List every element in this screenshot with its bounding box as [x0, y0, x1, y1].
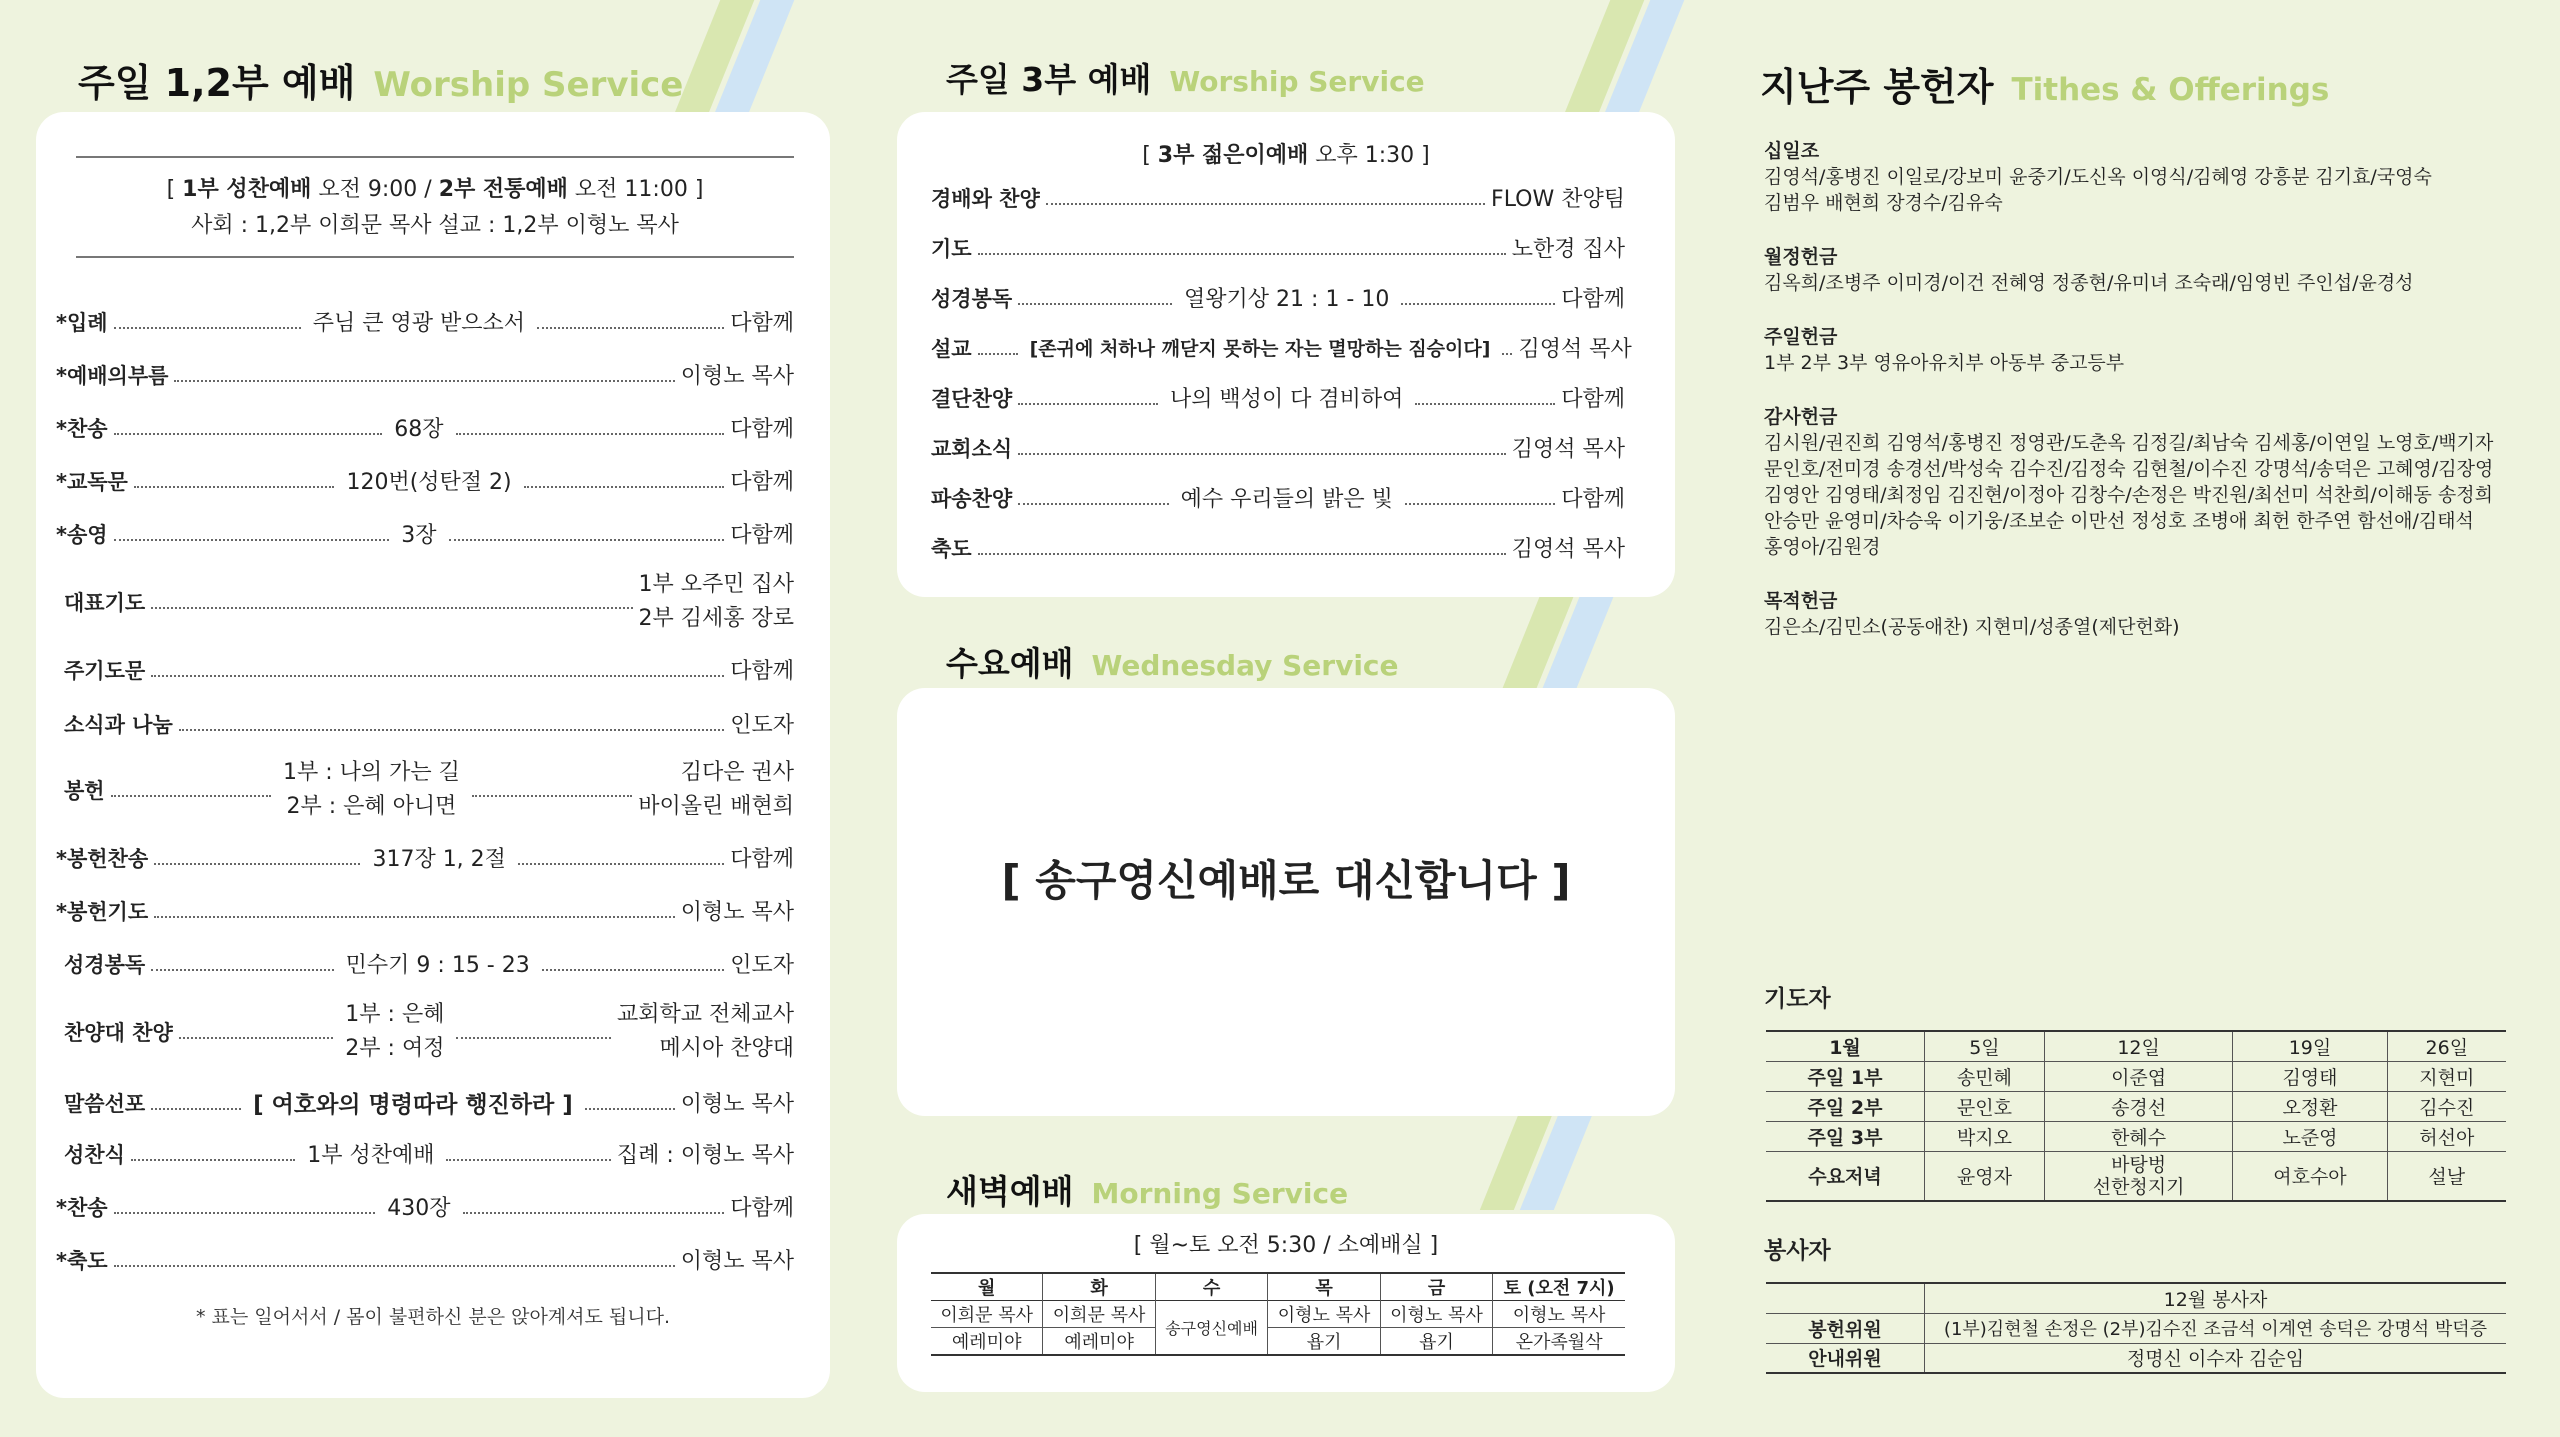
order-row: [56, 306, 794, 337]
offering-label: 월정헌금: [1764, 246, 1838, 268]
leader-2: 바이올린 배현희: [638, 794, 794, 819]
row-label: *봉헌기도: [56, 899, 149, 924]
service2-name: 2부 전통예배: [438, 177, 568, 202]
volunteers-header-row: [1766, 1283, 2506, 1313]
section-title-ko: 새벽예배: [946, 1172, 1074, 1211]
row-label: 설교: [931, 336, 972, 361]
volunteers-table: [1766, 1282, 2506, 1374]
sermon-title: [ 여호와의 명령따라 행진하라 ]: [253, 1092, 573, 1118]
volunteers-title: 봉사자: [1764, 1238, 1831, 1264]
row-leader: 다함께: [730, 311, 795, 336]
day-cell: 수: [1155, 1273, 1268, 1301]
dawn-days-row: [931, 1273, 1625, 1301]
row-leader: 이형노 목사: [680, 1249, 794, 1274]
row-label: 경배와 찬양: [931, 186, 1040, 211]
offering-names: 1부 2부 3부 영유아유치부 아동부 중고등부: [1764, 352, 2125, 374]
order-row: [56, 568, 794, 636]
offering-group: [1764, 324, 2524, 376]
order-row: [931, 332, 1632, 363]
row-label: *축도: [56, 1248, 108, 1273]
section-title-ko: 주일 1,2부 예배: [78, 61, 356, 105]
service-times: [76, 172, 794, 208]
sermon-title: [존귀에 처하나 깨닫지 못하는 자는 멸망하는 짐승이다]: [1029, 338, 1491, 360]
order-row: [56, 1244, 794, 1275]
content-2: 2부 : 여정: [345, 1036, 445, 1061]
section-title-ko: 주일 3부 예배: [946, 60, 1152, 99]
wednesday-title: [946, 638, 1399, 685]
row-leader: 노한경 집사: [1511, 237, 1625, 262]
row-leader: 다함께: [730, 523, 795, 548]
leader-cell: 이형노 목사: [1512, 1305, 1606, 1326]
prayer-cell: 허선아: [2419, 1126, 2475, 1149]
prayer-cell: 여호수아: [2233, 1151, 2387, 1201]
leader-cell: 이형노 목사: [1380, 1301, 1492, 1328]
leader-cell: 이형노 목사: [1268, 1301, 1380, 1328]
prayer-cell: 송민혜: [1925, 1061, 2045, 1091]
prayer-cell: 설날: [2428, 1166, 2466, 1189]
row-leader: 김영석 목사: [1511, 437, 1625, 462]
book-cell: 욥기: [1380, 1328, 1492, 1356]
row-label: 축도: [931, 536, 972, 561]
sunday-3-title: [946, 54, 1425, 101]
volunteer-role: 봉헌위원: [1766, 1313, 1925, 1343]
prayer-title: 기도자: [1764, 986, 1831, 1012]
dawn-table: [931, 1272, 1625, 1356]
row-leader: 다함께: [730, 659, 794, 684]
prayer-service-cell: 주일 3부: [1766, 1121, 1925, 1151]
prayer-row: [1766, 1061, 2506, 1091]
row-label: 말씀선포: [64, 1091, 146, 1116]
order-row: [56, 1191, 794, 1222]
row-leader: 이형노 목사: [680, 1092, 794, 1117]
row-leader: 다함께: [730, 847, 795, 872]
row-leader: 김영석 목사: [1518, 337, 1632, 362]
row-leader-two: [617, 998, 794, 1066]
order-row: [56, 465, 794, 496]
dawn-title: [946, 1166, 1348, 1213]
day-cell: 토 (오전 7시): [1503, 1278, 1615, 1299]
service3-time: 오후 1:30 ]: [1308, 143, 1430, 168]
row-label: *송영: [56, 522, 108, 547]
order-row: [56, 412, 794, 443]
offering-names: 김영석/홍병진 이일로/강보미 윤중기/도신옥 이영식/김혜영 강흥분 김기효/국영숙: [1764, 166, 2432, 188]
offering-names: 안승만 윤영미/차승욱 이기웅/조보순 이만선 정성호 조병애 최헌 한주연 함선애/김태석: [1764, 510, 2474, 532]
dawn-header: [ 월~토 오전 5:30 / 소예배실 ]: [1133, 1233, 1439, 1258]
offering-group: [1764, 588, 2524, 640]
section-title-en: Morning Service: [1091, 1177, 1349, 1210]
row-content-two: [283, 756, 460, 824]
row-content: 민수기 9 : 15 - 23: [345, 953, 530, 978]
order-row: [931, 282, 1625, 313]
order-row: [56, 1138, 794, 1169]
row-leader: 다함께: [730, 1196, 795, 1221]
order-row: [56, 998, 794, 1066]
row-leader: 다함께: [1561, 387, 1625, 412]
row-leader: 집례 : 이형노 목사: [616, 1143, 794, 1168]
sunday-12-title: [78, 52, 683, 107]
section-title-en: Worship Service: [373, 65, 684, 105]
book-cell: 예레미야: [1043, 1328, 1155, 1356]
row-content: 나의 백성이 다 겸비하여: [1169, 387, 1404, 412]
row-content: 열왕기상 21 : 1 - 10: [1184, 287, 1390, 312]
prayer-table: [1766, 1030, 2506, 1202]
leader-1: 교회학교 전체교사: [617, 1002, 795, 1027]
row-label: *예배의부름: [56, 363, 169, 388]
prayer-cell: 오정환: [2233, 1091, 2387, 1121]
prayer-header-cell: 12일: [2044, 1031, 2233, 1061]
row-label: 성찬식: [64, 1142, 125, 1167]
service-header: [76, 156, 794, 258]
row-label: *찬송: [56, 1195, 108, 1220]
offering-names: 김시원/권진희 김영석/홍병진 정영관/도춘옥 김정길/최남숙 김세홍/이연일 노영호/백기자: [1764, 432, 2494, 454]
prayer-header-cell: 26일: [2425, 1036, 2469, 1059]
row-label: 대표기도: [64, 591, 146, 615]
row-content: 120번(성탄절 2): [346, 470, 512, 495]
day-cell: 목: [1268, 1273, 1380, 1301]
prayer-cell: 노준영: [2233, 1121, 2387, 1151]
row-content: 68장: [394, 417, 444, 442]
offering-names: 문인호/전미경 송경선/박성숙 김수진/김정숙 김현철/이수진 강명석/송덕은 고혜영/김장영: [1764, 458, 2494, 480]
order-row: [931, 182, 1625, 213]
row-leader: 다함께: [730, 417, 795, 442]
service1-time: 오전 9:00 /: [311, 177, 439, 202]
order-row: [56, 895, 794, 926]
row-label: 주기도문: [64, 658, 146, 683]
leaders-line: 사회 : 1,2부 이희문 목사 설교 : 1,2부 이형노 목사: [191, 213, 679, 238]
book-cell: 예레미야: [931, 1328, 1043, 1356]
row-leader-two: [639, 568, 795, 636]
order-row: [56, 842, 794, 873]
wednesday-notice: [ 송구영신예배로 대신합니다 ]: [1001, 856, 1571, 905]
bracket: [: [1142, 143, 1158, 168]
offering-label: 목적헌금: [1764, 590, 1838, 612]
row-label: 성경봉독: [931, 286, 1013, 311]
dawn-leader-row: [931, 1301, 1625, 1328]
row-content: 430장: [387, 1196, 451, 1221]
prayer-header-cell: 1월: [1766, 1031, 1925, 1061]
leader-1: 김다은 권사: [680, 760, 794, 785]
prayer-header-cell: 5일: [1925, 1031, 2045, 1061]
section-title-en: Worship Service: [1169, 65, 1425, 98]
prayer-row: [1766, 1151, 2506, 1201]
service-header: [897, 138, 1675, 169]
offering-names: 홍영아/김원경: [1764, 536, 1881, 558]
row-content-two: [345, 998, 444, 1066]
row-content: 예수 우리들의 밝은 빛: [1180, 487, 1393, 512]
leader-1: 1부 오주민 집사: [638, 572, 794, 597]
prayer-cell: 김영태: [2233, 1061, 2387, 1091]
leader-2: 메시아 찬양대: [659, 1036, 795, 1061]
prayer-cell: 윤영자: [1925, 1151, 2045, 1201]
offering-label: 주일헌금: [1764, 326, 1838, 348]
offering-group: [1764, 404, 2524, 560]
row-label: 성경봉독: [64, 952, 146, 977]
order-row: [931, 532, 1625, 563]
prayer-cell: 문인호: [1925, 1091, 2045, 1121]
volunteers-row: [1766, 1343, 2506, 1373]
prayer-cell: 송경선: [2044, 1091, 2233, 1121]
offering-label: 감사헌금: [1764, 406, 1838, 428]
offerings-title: [1760, 56, 2329, 111]
volunteer-names: (1부)김현철 손정은 (2부)김수진 조금석 이계연 송덕은 강명석 박덕증: [1943, 1319, 2488, 1340]
prayer-cell: 지현미: [2419, 1066, 2475, 1089]
order-row: [56, 708, 794, 739]
row-label: 결단찬양: [931, 386, 1013, 411]
bracket: [: [166, 177, 183, 202]
prayer-row: [1766, 1121, 2506, 1151]
section-title-en: Tithes & Offerings: [2011, 72, 2330, 108]
order-row: [931, 232, 1625, 263]
prayer-row: [1766, 1091, 2506, 1121]
day-cell: 월: [931, 1273, 1043, 1301]
content-2: 2부 : 은혜 아니면: [286, 794, 457, 819]
section-title-ko: 지난주 봉헌자: [1760, 65, 1994, 109]
offering-group: [1764, 244, 2524, 296]
row-leader: FLOW 찬양팀: [1491, 187, 1625, 212]
content-1: 1부 : 은혜: [345, 1002, 445, 1027]
prayer-header-cell: 19일: [2233, 1031, 2387, 1061]
offering-names: 김은소/김민소(공동애찬) 지현미/성종열(제단헌화): [1764, 616, 2180, 638]
order-row: [931, 432, 1625, 463]
volunteer-role: 안내위원: [1766, 1343, 1925, 1373]
prayer-header-row: [1766, 1031, 2506, 1061]
order-row: [931, 382, 1625, 413]
offering-group: [1764, 138, 2524, 216]
volunteers-header: 12월 봉사자: [2163, 1288, 2268, 1311]
row-leader: 김영석 목사: [1511, 537, 1625, 562]
dawn-book-row: [931, 1328, 1625, 1356]
day-cell: 금: [1380, 1273, 1492, 1301]
row-content: 주님 큰 영광 받으소서: [312, 311, 526, 336]
prayer-service-cell: 수요저녁: [1766, 1151, 1925, 1201]
row-leader: 다함께: [730, 470, 795, 495]
order-row: [931, 482, 1625, 513]
prayer-cell: 김수진: [2419, 1096, 2475, 1119]
offering-names: 김옥희/조병주 이미경/이건 전혜영 정종현/유미녀 조숙래/임영빈 주인섭/윤경성: [1764, 272, 2414, 294]
sunday-3-card: [897, 112, 1675, 597]
leader-cell: 이희문 목사: [1043, 1301, 1155, 1328]
sunday-12-card: [36, 112, 830, 1398]
prayer-cell-multiline: 바탕벙 선한청지기: [2044, 1151, 2233, 1201]
section-title-ko: 수요예배: [946, 644, 1074, 683]
leader-cell: 송구영신예배: [1155, 1301, 1268, 1356]
book-cell: 욥기: [1268, 1328, 1380, 1356]
prayer-cell: 박지오: [1925, 1121, 2045, 1151]
prayer-service-cell: 주일 2부: [1766, 1091, 1925, 1121]
wednesday-card: [897, 688, 1675, 1116]
row-leader: 다함께: [1561, 487, 1626, 512]
prayer-cell: 한혜수: [2044, 1121, 2233, 1151]
prayer-service-cell: 주일 1부: [1766, 1061, 1925, 1091]
day-cell: 화: [1043, 1273, 1155, 1301]
order-row: [56, 654, 794, 685]
row-label: *찬송: [56, 416, 108, 441]
order-row: [56, 756, 794, 824]
offering-label: 십일조: [1764, 140, 1820, 162]
book-cell: 온가족월삭: [1515, 1332, 1603, 1353]
dawn-card: [897, 1214, 1675, 1392]
row-leader: 이형노 목사: [680, 900, 794, 925]
row-label: 찬양대 찬양: [64, 1021, 173, 1045]
service3-name: 3부 젊은이예배: [1157, 143, 1309, 168]
order-row: [56, 359, 794, 390]
row-leader: 인도자: [730, 953, 795, 978]
offering-names: 김범우 배현희 장경수/김유숙: [1764, 192, 2003, 214]
row-content: 3장: [401, 523, 437, 548]
row-leader: 이형노 목사: [680, 364, 794, 389]
leader-2: 2부 김세홍 장로: [638, 606, 794, 631]
row-label: *봉헌찬송: [56, 846, 149, 871]
row-label: 기도: [931, 236, 972, 261]
service1-name: 1부 성찬예배: [182, 177, 312, 202]
row-label: 소식과 나눔: [64, 712, 173, 737]
leader-cell: 이희문 목사: [931, 1301, 1043, 1328]
content-1: 1부 : 나의 가는 길: [282, 760, 460, 785]
service2-time: 오전 11:00 ]: [567, 177, 704, 202]
row-label: *입례: [56, 310, 108, 335]
row-label: 교회소식: [931, 436, 1013, 461]
volunteers-row: [1766, 1313, 2506, 1343]
offering-names: 김영안 김영태/최정임 김진현/이정아 김창수/손정은 박진원/최선미 석찬희/이해동 송정희: [1764, 484, 2493, 506]
row-label: 봉헌: [64, 779, 105, 803]
volunteers-corner: [1766, 1283, 1925, 1313]
order-row: [56, 1086, 794, 1119]
row-leader: 다함께: [1561, 287, 1626, 312]
volunteer-names: 정명신 이수자 김순임: [2126, 1348, 2305, 1371]
row-content: 1부 성찬예배: [307, 1143, 435, 1168]
section-title-en: Wednesday Service: [1091, 649, 1399, 682]
offerings-list: [1764, 138, 2524, 640]
row-leader: 인도자: [730, 713, 794, 738]
row-label: *교독문: [56, 469, 128, 494]
row-content: 317장 1, 2절: [372, 847, 506, 872]
row-label: 파송찬양: [931, 486, 1013, 511]
prayer-cell: 이준엽: [2044, 1061, 2233, 1091]
row-leader-two: [638, 756, 794, 824]
order-row: [56, 948, 794, 979]
order-row: [56, 518, 794, 549]
footnote: * 표는 일어서서 / 몸이 불편하신 분은 앉아계셔도 됩니다.: [195, 1306, 671, 1328]
